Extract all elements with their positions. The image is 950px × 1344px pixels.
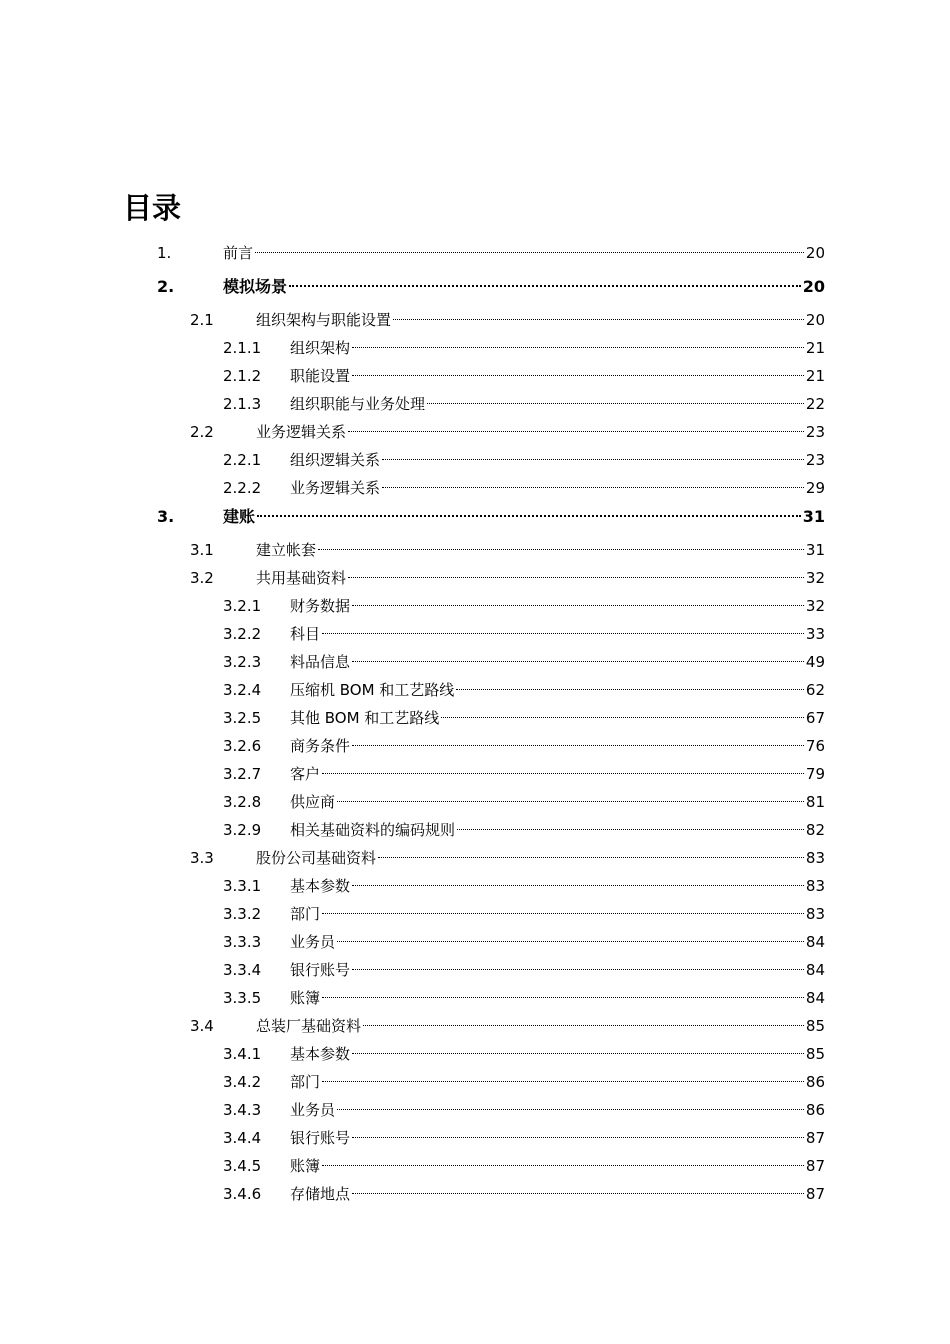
toc-entry[interactable] [0, 1068, 950, 1096]
dot-leader [393, 319, 804, 320]
toc-entry-number: 3.2.3 [223, 653, 262, 671]
toc-entry-number: 3.3.5 [223, 989, 262, 1007]
toc-entry-page-number: 33 [805, 625, 825, 643]
toc-list [0, 238, 950, 1208]
dot-leader [257, 515, 801, 517]
toc-entry-label: 职能设置 [290, 367, 351, 385]
toc-entry[interactable] [0, 872, 950, 900]
toc-entry-number: 2.2.2 [223, 479, 262, 497]
toc-entry-label: 存储地点 [290, 1185, 351, 1203]
toc-entry-line [290, 1180, 825, 1208]
toc-entry-page-number: 22 [805, 395, 825, 413]
toc-entry-line [290, 620, 825, 648]
toc-entry[interactable] [0, 956, 950, 984]
toc-entry-number: 3.3.3 [223, 933, 262, 951]
dot-leader [382, 459, 804, 460]
toc-entry-page-number: 31 [802, 507, 825, 526]
toc-entry-line [290, 474, 825, 502]
toc-entry-page-number: 32 [805, 569, 825, 587]
toc-entry[interactable] [0, 788, 950, 816]
toc-entry-number: 3.2.4 [223, 681, 262, 699]
toc-entry-label: 业务逻辑关系 [256, 423, 347, 441]
toc-entry-page-number: 86 [805, 1073, 825, 1091]
toc-entry-number: 3.4.5 [223, 1157, 262, 1175]
toc-entry-page-number: 85 [805, 1045, 825, 1063]
toc-entry[interactable] [0, 760, 950, 788]
dot-leader [348, 431, 804, 432]
dot-leader [457, 829, 804, 830]
toc-entry[interactable] [0, 390, 950, 418]
toc-entry-page-number: 82 [805, 821, 825, 839]
toc-entry-label: 压缩机 BOM 和工艺路线 [290, 681, 455, 699]
toc-entry-label: 建账 [223, 507, 256, 526]
toc-entry-label: 股份公司基础资料 [256, 849, 377, 867]
toc-entry-label: 共用基础资料 [256, 569, 347, 587]
dot-leader [322, 1165, 804, 1166]
toc-entry-page-number: 49 [805, 653, 825, 671]
toc-entry-page-number: 76 [805, 737, 825, 755]
toc-entry-number: 3.3.2 [223, 905, 262, 923]
toc-entry-number: 2.1.3 [223, 395, 262, 413]
toc-entry[interactable] [0, 704, 950, 732]
dot-leader [352, 605, 804, 606]
dot-leader [322, 1081, 804, 1082]
toc-entry-number: 3.1 [190, 541, 214, 559]
toc-entry-page-number: 83 [805, 877, 825, 895]
toc-entry[interactable] [0, 928, 950, 956]
toc-entry-label: 料品信息 [290, 653, 351, 671]
toc-entry[interactable] [0, 362, 950, 390]
toc-entry-label: 组织架构 [290, 339, 351, 357]
toc-entry-number: 3. [157, 507, 175, 526]
toc-entry[interactable] [0, 816, 950, 844]
toc-entry-line [290, 1152, 825, 1180]
toc-entry-line [256, 844, 825, 872]
dot-leader [352, 885, 804, 886]
toc-entry-page-number: 84 [805, 961, 825, 979]
toc-entry-page-number: 32 [805, 597, 825, 615]
toc-entry[interactable] [0, 676, 950, 704]
dot-leader [352, 745, 804, 746]
dot-leader [322, 773, 804, 774]
toc-entry-number: 2. [157, 277, 175, 296]
toc-entry[interactable] [0, 732, 950, 760]
toc-entry-number: 3.4.2 [223, 1073, 262, 1091]
toc-entry[interactable] [0, 1180, 950, 1208]
toc-entry-label: 相关基础资料的编码规则 [290, 821, 456, 839]
toc-entry-number: 3.2.2 [223, 625, 262, 643]
toc-entry[interactable] [0, 1040, 950, 1068]
toc-entry-line [256, 418, 825, 446]
toc-entry-number: 3.2.9 [223, 821, 262, 839]
toc-entry-line [256, 536, 825, 564]
toc-entry-label: 其他 BOM 和工艺路线 [290, 709, 440, 727]
toc-entry-line [290, 732, 825, 760]
toc-entry-label: 部门 [290, 1073, 321, 1091]
toc-entry-label: 总装厂基础资料 [256, 1017, 362, 1035]
toc-entry-page-number: 87 [805, 1129, 825, 1147]
dot-leader [352, 375, 804, 376]
toc-entry-number: 3.2.8 [223, 793, 262, 811]
toc-entry-label: 基本参数 [290, 1045, 351, 1063]
toc-entry[interactable] [0, 502, 950, 536]
toc-entry-number: 3.3 [190, 849, 214, 867]
dot-leader [352, 1053, 804, 1054]
toc-entry[interactable] [0, 334, 950, 362]
toc-entry-number: 3.4.6 [223, 1185, 262, 1203]
toc-entry[interactable] [0, 418, 950, 446]
toc-entry-page-number: 83 [805, 905, 825, 923]
toc-entry[interactable] [0, 592, 950, 620]
toc-entry[interactable] [0, 564, 950, 592]
toc-entry-line [290, 362, 825, 390]
toc-entry-line [256, 564, 825, 592]
toc-entry-label: 部门 [290, 905, 321, 923]
toc-entry-number: 2.1.2 [223, 367, 262, 385]
toc-entry-number: 3.4.1 [223, 1045, 262, 1063]
dot-leader [441, 717, 804, 718]
toc-entry-page-number: 20 [805, 244, 825, 262]
toc-entry[interactable] [0, 238, 950, 272]
toc-entry-label: 业务员 [290, 933, 336, 951]
dot-leader [322, 997, 804, 998]
toc-entry-line [290, 704, 825, 732]
dot-leader [382, 487, 804, 488]
toc-entry-page-number: 62 [805, 681, 825, 699]
toc-entry[interactable] [0, 306, 950, 334]
toc-entry-number: 2.2.1 [223, 451, 262, 469]
toc-entry[interactable] [0, 648, 950, 676]
toc-entry-page-number: 20 [805, 311, 825, 329]
toc-entry[interactable] [0, 620, 950, 648]
toc-entry-label: 账簿 [290, 989, 321, 1007]
toc-entry-page-number: 20 [802, 277, 825, 296]
toc-entry-line [290, 1068, 825, 1096]
toc-entry-number: 3.3.1 [223, 877, 262, 895]
toc-entry-page-number: 85 [805, 1017, 825, 1035]
toc-entry-line [290, 760, 825, 788]
toc-entry-number: 3.2.1 [223, 597, 262, 615]
toc-entry[interactable] [0, 1124, 950, 1152]
toc-entry-label: 组织架构与职能设置 [256, 311, 392, 329]
dot-leader [352, 661, 804, 662]
toc-entry-number: 3.4.4 [223, 1129, 262, 1147]
dot-leader [348, 577, 804, 578]
toc-entry-number: 3.3.4 [223, 961, 262, 979]
toc-entry-page-number: 67 [805, 709, 825, 727]
toc-entry-label: 银行账号 [290, 961, 351, 979]
toc-entry-label: 组织逻辑关系 [290, 451, 381, 469]
toc-entry-page-number: 21 [805, 367, 825, 385]
dot-leader [427, 403, 804, 404]
toc-entry-line [290, 446, 825, 474]
toc-entry-line [290, 390, 825, 418]
toc-entry-number: 2.2 [190, 423, 214, 441]
toc-entry-label: 银行账号 [290, 1129, 351, 1147]
toc-entry-number: 1. [157, 244, 172, 262]
toc-entry-line [290, 1124, 825, 1152]
toc-entry-line [290, 984, 825, 1012]
toc-entry-page-number: 87 [805, 1157, 825, 1175]
toc-entry-page-number: 84 [805, 989, 825, 1007]
toc-entry[interactable] [0, 844, 950, 872]
toc-entry-label: 账簿 [290, 1157, 321, 1175]
toc-entry-line [256, 1012, 825, 1040]
dot-leader [337, 941, 804, 942]
toc-entry-line [290, 816, 825, 844]
toc-entry[interactable] [0, 446, 950, 474]
toc-entry-number: 3.2.5 [223, 709, 262, 727]
toc-entry-line [290, 648, 825, 676]
toc-entry-line [223, 272, 825, 302]
toc-entry-label: 业务逻辑关系 [290, 479, 381, 497]
toc-entry[interactable] [0, 536, 950, 564]
dot-leader [363, 1025, 804, 1026]
toc-entry-number: 3.4 [190, 1017, 214, 1035]
toc-entry-label: 模拟场景 [223, 277, 288, 296]
toc-entry-number: 3.4.3 [223, 1101, 262, 1119]
toc-entry[interactable] [0, 1096, 950, 1124]
dot-leader [352, 1193, 804, 1194]
toc-entry-page-number: 81 [805, 793, 825, 811]
toc-entry-line [290, 334, 825, 362]
toc-entry-label: 财务数据 [290, 597, 351, 615]
toc-entry-line [223, 238, 825, 268]
toc-entry-page-number: 87 [805, 1185, 825, 1203]
dot-leader [318, 549, 804, 550]
toc-entry-page-number: 21 [805, 339, 825, 357]
toc-entry[interactable] [0, 900, 950, 928]
toc-entry-line [290, 872, 825, 900]
toc-entry-label: 科目 [290, 625, 321, 643]
toc-entry-label: 基本参数 [290, 877, 351, 895]
toc-entry-label: 组织职能与业务处理 [290, 395, 426, 413]
toc-entry-line [290, 956, 825, 984]
toc-entry[interactable] [0, 474, 950, 502]
toc-entry-label: 供应商 [290, 793, 336, 811]
toc-entry-line [290, 928, 825, 956]
toc-entry[interactable] [0, 272, 950, 306]
dot-leader [352, 969, 804, 970]
dot-leader [337, 1109, 804, 1110]
toc-entry-label: 商务条件 [290, 737, 351, 755]
toc-entry-number: 3.2 [190, 569, 214, 587]
dot-leader [322, 913, 804, 914]
toc-entry-page-number: 86 [805, 1101, 825, 1119]
toc-entry-number: 3.2.6 [223, 737, 262, 755]
dot-leader [289, 285, 801, 287]
dot-leader [352, 1137, 804, 1138]
toc-entry-line [290, 592, 825, 620]
toc-entry-page-number: 84 [805, 933, 825, 951]
dot-leader [378, 857, 804, 858]
toc-entry-page-number: 79 [805, 765, 825, 783]
toc-entry-line [290, 1096, 825, 1124]
toc-entry-label: 前言 [223, 244, 254, 262]
toc-entry-line [290, 788, 825, 816]
toc-entry-line [223, 502, 825, 532]
toc-entry-page-number: 23 [805, 451, 825, 469]
toc-entry-page-number: 83 [805, 849, 825, 867]
toc-entry-page-number: 29 [805, 479, 825, 497]
toc-title: 目录 [123, 191, 182, 225]
dot-leader [322, 633, 804, 634]
dot-leader [255, 252, 804, 253]
toc-entry-line [256, 306, 825, 334]
toc-entry-label: 客户 [290, 765, 321, 783]
toc-entry-number: 3.2.7 [223, 765, 262, 783]
toc-entry-page-number: 23 [805, 423, 825, 441]
toc-entry-label: 建立帐套 [256, 541, 317, 559]
toc-entry[interactable] [0, 1012, 950, 1040]
toc-entry[interactable] [0, 984, 950, 1012]
toc-entry-line [290, 900, 825, 928]
toc-entry-line [290, 676, 825, 704]
dot-leader [352, 347, 804, 348]
toc-entry[interactable] [0, 1152, 950, 1180]
toc-entry-number: 2.1 [190, 311, 214, 329]
toc-entry-line [290, 1040, 825, 1068]
dot-leader [337, 801, 804, 802]
dot-leader [456, 689, 804, 690]
toc-entry-page-number: 31 [805, 541, 825, 559]
toc-entry-label: 业务员 [290, 1101, 336, 1119]
toc-entry-number: 2.1.1 [223, 339, 262, 357]
